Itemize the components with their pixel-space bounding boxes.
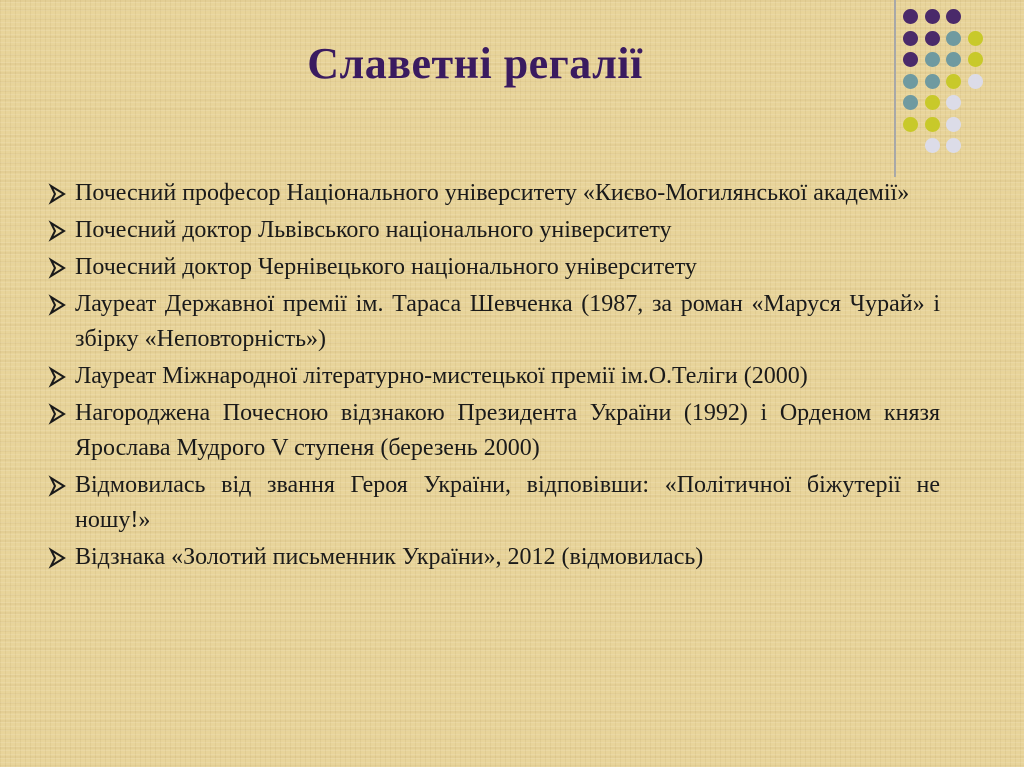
decorative-dot (925, 117, 940, 132)
bullet-list (48, 176, 940, 575)
decorative-dot (946, 31, 961, 46)
arrow-bullet-icon (48, 540, 70, 575)
list-item (48, 396, 940, 466)
list-item (48, 176, 940, 211)
arrow-bullet-icon (48, 396, 70, 431)
decorative-dot (968, 31, 983, 46)
list-item (48, 540, 940, 575)
list-item (48, 213, 940, 248)
list-item-text: Почесний професор Національного університету «Києво-Могилянської академії» (75, 180, 910, 206)
decorative-dot (946, 95, 961, 110)
decorative-dot (903, 95, 918, 110)
decorative-dot (925, 52, 940, 67)
decorative-dot (925, 95, 940, 110)
decorative-dot (946, 9, 961, 24)
list-item-text: Відмовилась від звання Героя України, відповівши: «Політичної біжутерії не ношу!» (75, 472, 940, 533)
slide-content (48, 176, 940, 577)
list-item (48, 468, 940, 538)
arrow-bullet-icon (48, 213, 70, 248)
decorative-dot (925, 31, 940, 46)
list-item-text: Нагороджена Почесною відзнакою Президента України (1992) і Орденом князя Ярослава Мудрого V ступеня (березень 2000) (75, 400, 940, 461)
list-item-text: Лауреат Міжнародної літературно-мистецької премії ім.О.Теліги (2000) (75, 363, 808, 389)
arrow-bullet-icon (48, 176, 70, 211)
decorative-dot (946, 117, 961, 132)
decorative-dot (946, 52, 961, 67)
list-item-text: Відзнака «Золотий письменник України», 2012 (відмовилась) (75, 544, 704, 570)
decorative-vertical-line (894, 0, 896, 177)
decorative-dot (903, 74, 918, 89)
decorative-dot (946, 138, 961, 153)
decorative-dot (968, 52, 983, 67)
decorative-dot (925, 138, 940, 153)
decorative-dot (968, 74, 983, 89)
decorative-dot (903, 9, 918, 24)
arrow-bullet-icon (48, 359, 70, 394)
list-item (48, 250, 940, 285)
decorative-dot (903, 31, 918, 46)
list-item-text: Почесний доктор Львівського національного університету (75, 217, 672, 243)
decorative-dot (903, 52, 918, 67)
dot-grid-decoration (903, 9, 1013, 169)
list-item (48, 287, 940, 357)
arrow-bullet-icon (48, 468, 70, 503)
decorative-dot (925, 9, 940, 24)
slide-title: Славетні регалії (307, 39, 643, 88)
list-item-text: Почесний доктор Чернівецького національного університету (75, 254, 697, 280)
decorative-dot (903, 117, 918, 132)
decorative-dot (925, 74, 940, 89)
decorative-dot (946, 74, 961, 89)
arrow-bullet-icon (48, 250, 70, 285)
arrow-bullet-icon (48, 287, 70, 322)
list-item (48, 359, 940, 394)
list-item-text: Лауреат Державної премії ім. Тараса Шевченка (1987, за роман «Маруся Чурай» і збірку «Неповторність») (75, 291, 940, 352)
